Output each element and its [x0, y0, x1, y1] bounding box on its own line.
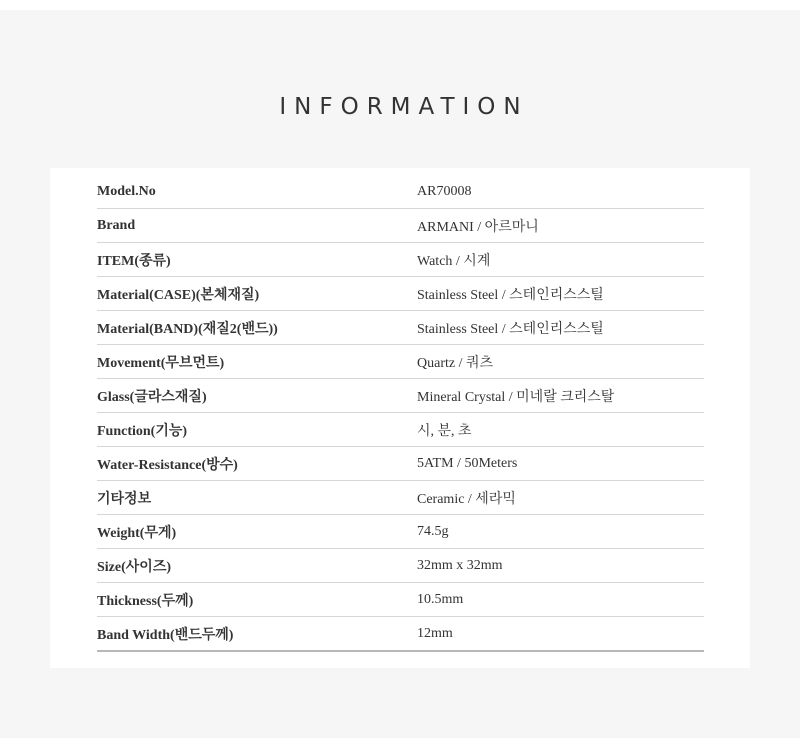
- spec-label: Brand: [97, 217, 136, 233]
- spec-value: Watch / 시계: [417, 253, 491, 269]
- spec-row-brand: [97, 209, 704, 243]
- spec-label: Material(BAND)(재질2(밴드)): [97, 321, 278, 337]
- spec-value: Quartz / 쿼츠: [417, 355, 494, 371]
- spec-value: Stainless Steel / 스테인리스스틸: [417, 287, 604, 303]
- spec-row-size: [97, 549, 704, 583]
- spec-row-weight: [97, 515, 704, 549]
- spec-value: 32mm x 32mm: [417, 557, 503, 573]
- spec-value: Mineral Crystal / 미네랄 크리스탈: [417, 389, 615, 405]
- spec-label: Model.No: [97, 183, 156, 199]
- spec-value: 5ATM / 50Meters: [417, 455, 518, 471]
- spec-row-water-resistance: [97, 447, 704, 481]
- spec-label: Glass(글라스재질): [97, 389, 207, 405]
- spec-value: ARMANI / 아르마니: [417, 219, 539, 235]
- spec-label: 기타정보: [97, 491, 152, 507]
- spec-value: Ceramic / 세라믹: [417, 491, 516, 507]
- spec-row-movement: [97, 345, 704, 379]
- spec-card: [50, 168, 750, 668]
- spec-label: Movement(무브먼트): [97, 355, 225, 371]
- spec-table: [97, 175, 704, 652]
- spec-label: Water-Resistance(방수): [97, 457, 238, 473]
- spec-value: AR70008: [417, 183, 472, 199]
- section-title: INFORMATION: [279, 94, 529, 120]
- spec-label: Band Width(밴드두께): [97, 627, 234, 643]
- spec-row-band-width: [97, 617, 704, 652]
- spec-label: ITEM(종류): [97, 253, 171, 269]
- spec-label: Weight(무게): [97, 525, 177, 541]
- spec-row-model-no: [97, 175, 704, 209]
- spec-value: 12mm: [417, 625, 453, 641]
- spec-label: Thickness(두께): [97, 593, 194, 609]
- spec-row-function: [97, 413, 704, 447]
- spec-label: Material(CASE)(본체재질): [97, 287, 260, 303]
- spec-label: Size(사이즈): [97, 559, 171, 575]
- information-section: [0, 10, 800, 738]
- spec-value: 74.5g: [417, 523, 449, 539]
- spec-value: 시, 분, 초: [417, 423, 472, 439]
- spec-row-glass: [97, 379, 704, 413]
- spec-row-material-case: [97, 277, 704, 311]
- spec-value: 10.5mm: [417, 591, 464, 607]
- spec-row-item: [97, 243, 704, 277]
- spec-row-material-band: [97, 311, 704, 345]
- spec-value: Stainless Steel / 스테인리스스틸: [417, 321, 604, 337]
- spec-row-other-info: [97, 481, 704, 515]
- spec-label: Function(기능): [97, 423, 188, 439]
- spec-row-thickness: [97, 583, 704, 617]
